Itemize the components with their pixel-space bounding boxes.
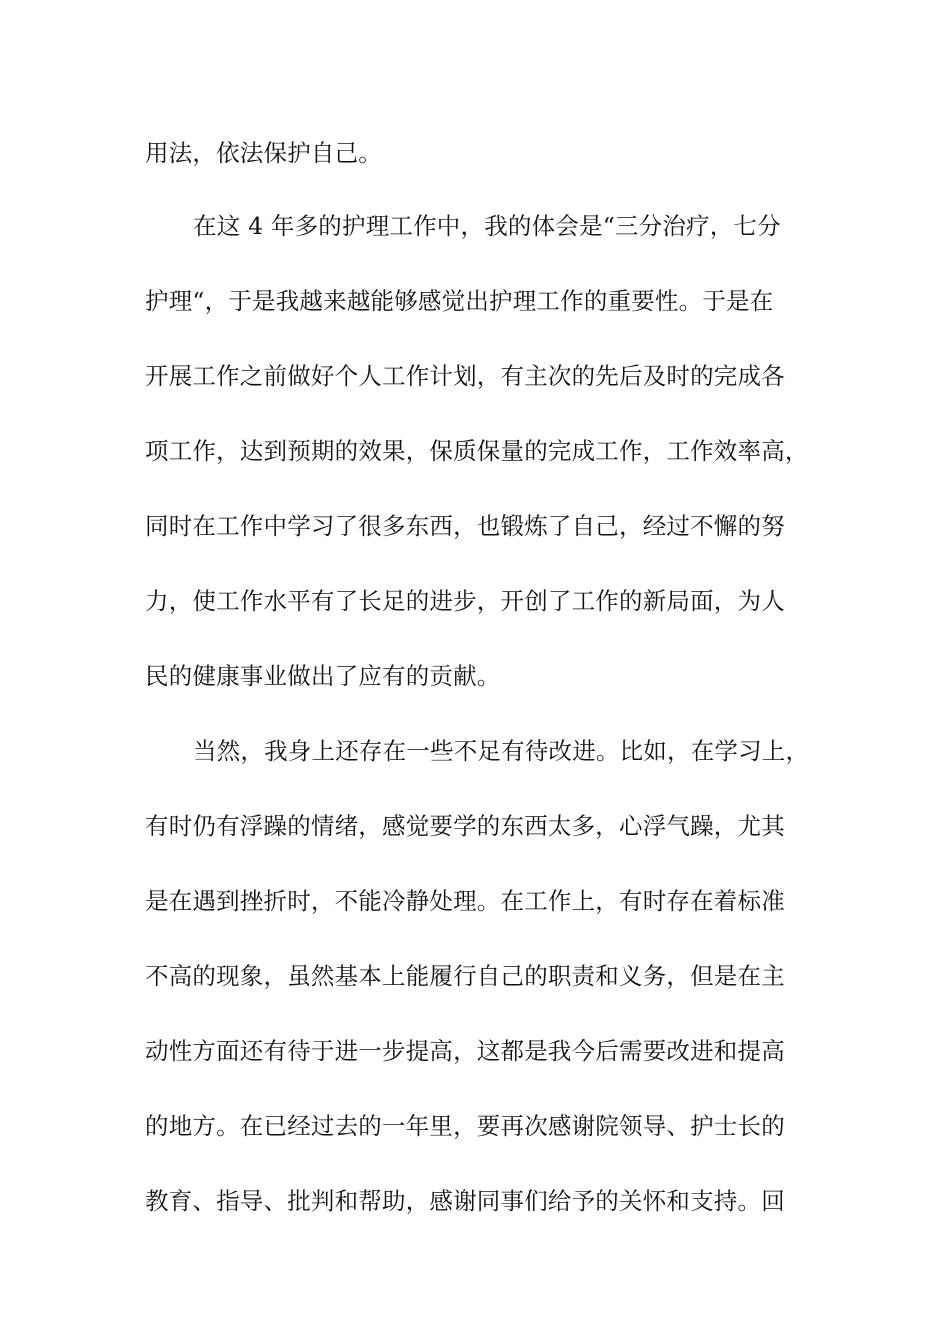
text-line-14: 的地方。在已经过去的一年里，要再次感谢院领导、护士长的 xyxy=(145,1112,785,1140)
text-line-10: 有时仍有浮躁的情绪，感觉要学的东西太多，心浮气躁，尤其 xyxy=(145,812,785,840)
text-line-9: 当然，我身上还存在一些不足有待改进。比如，在学习上， xyxy=(193,737,810,765)
text-line-3: 护理“，于是我越来越能够感觉出护理工作的重要性。于是在 xyxy=(145,287,774,315)
text-line-15: 教育、指导、批判和帮助，感谢同事们给予的关怀和支持。回 xyxy=(145,1187,785,1215)
text-line-2: 在这 4 年多的护理工作中，我的体会是“三分治疗，七分 xyxy=(193,212,781,240)
text-line-13: 动性方面还有待于进一步提高，这都是我今后需要改进和提高 xyxy=(145,1037,785,1065)
text-line-7: 力，使工作水平有了长足的进步，开创了工作的新局面，为人 xyxy=(145,587,785,615)
text-line-11: 是在遇到挫折时，不能冷静处理。在工作上，有时存在着标准 xyxy=(145,887,785,915)
text-line-12: 不高的现象，虽然基本上能履行自己的职责和义务，但是在主 xyxy=(145,962,785,990)
text-line-8: 民的健康事业做出了应有的贡献。 xyxy=(145,662,501,690)
text-line-1: 用法，依法保护自己。 xyxy=(145,139,382,167)
text-line-6: 同时在工作中学习了很多东西，也锻炼了自己，经过不懈的努 xyxy=(145,512,785,540)
text-line-5: 项工作，达到预期的效果，保质保量的完成工作，工作效率高， xyxy=(145,437,809,465)
text-line-4: 开展工作之前做好个人工作计划，有主次的先后及时的完成各 xyxy=(145,362,785,390)
